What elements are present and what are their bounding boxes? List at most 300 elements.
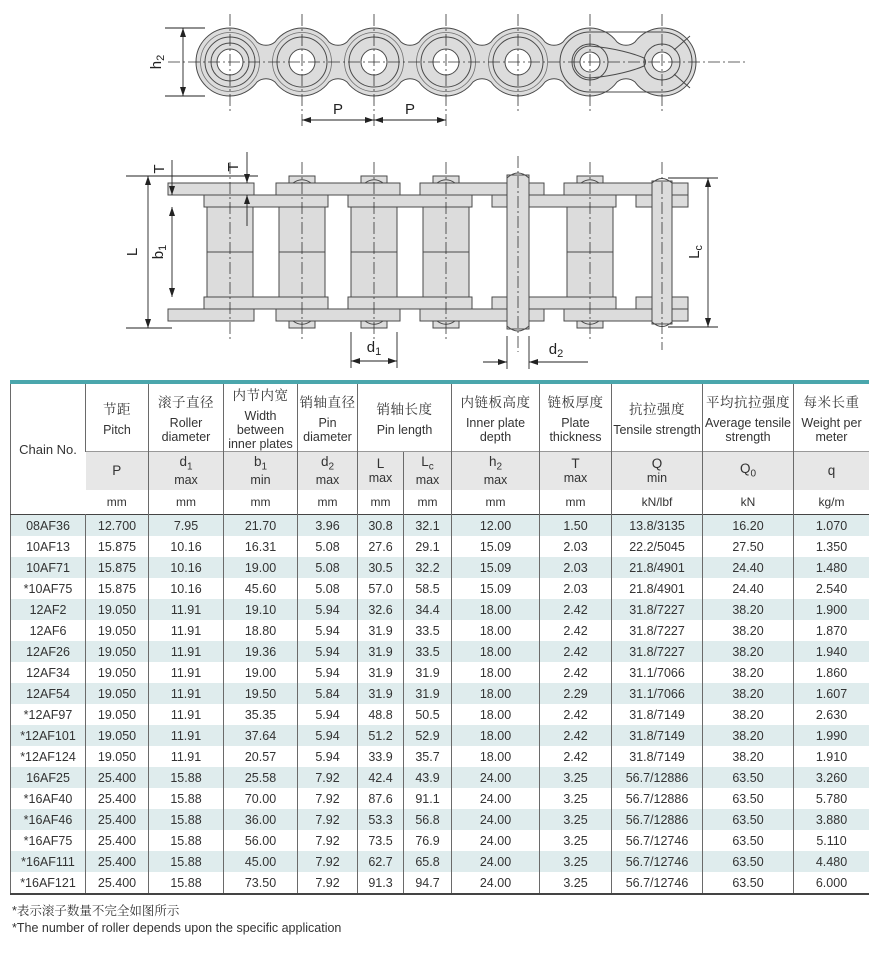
chain-no-cell: *16AF121 [20, 875, 76, 890]
column-header-zh: 抗拉强度 [629, 402, 685, 417]
symbol-limit: min [250, 472, 271, 487]
data-cell: 3.880 [794, 809, 869, 830]
unit-cell: mm [404, 490, 452, 515]
data-cell: 22.2/5045 [612, 536, 703, 557]
footnote-en: *The number of roller depends upon the specific application [12, 920, 342, 935]
data-cell: 32.6 [358, 599, 404, 620]
footnote-zh: *表示滚子数量不完全如图所示 [12, 904, 180, 918]
data-cell: 38.20 [703, 704, 794, 725]
unit-cell: mm [149, 490, 224, 515]
column-header [703, 384, 794, 452]
symbol-limit: max [368, 470, 393, 485]
chain-no-header: Chain No. [11, 384, 86, 515]
data-cell: 2.540 [794, 578, 869, 599]
dim-label-p-right: P [404, 101, 416, 118]
column-header-zh: 节距 [103, 402, 131, 417]
data-cell: 24.00 [452, 809, 540, 830]
data-cell: 16.31 [224, 536, 298, 557]
data-cell: 3.96 [298, 515, 358, 537]
data-cell: 11.91 [149, 725, 224, 746]
data-cell: 15.875 [86, 578, 149, 599]
data-cell: 2.42 [540, 725, 612, 746]
chain-no-cell: 08AF36 [26, 518, 70, 533]
data-cell: 63.50 [703, 872, 794, 894]
data-cell: 38.20 [703, 662, 794, 683]
column-header-zh: 销轴直径 [299, 395, 356, 410]
data-cell: 38.20 [703, 641, 794, 662]
column-header [794, 384, 869, 452]
data-cell: 70.00 [224, 788, 298, 809]
data-cell: 63.50 [703, 788, 794, 809]
data-cell: 30.5 [358, 557, 404, 578]
data-cell: 5.94 [298, 620, 358, 641]
column-header [149, 384, 224, 452]
data-cell: 1.910 [794, 746, 869, 767]
data-cell: 27.6 [358, 536, 404, 557]
data-cell: 15.88 [149, 767, 224, 788]
data-cell: 19.10 [224, 599, 298, 620]
data-cell: 19.050 [86, 599, 149, 620]
data-cell: 18.00 [452, 704, 540, 725]
data-cell: 25.400 [86, 872, 149, 894]
data-cell: 3.25 [540, 767, 612, 788]
data-cell: 35.7 [404, 746, 452, 767]
data-cell: 18.00 [452, 662, 540, 683]
data-cell: 32.1 [404, 515, 452, 537]
data-cell: 10.16 [149, 536, 224, 557]
data-cell: 56.7/12746 [612, 830, 703, 851]
data-cell: 21.8/4901 [612, 557, 703, 578]
data-cell: 31.1/7066 [612, 662, 703, 683]
data-cell: 11.91 [149, 746, 224, 767]
data-cell: 18.00 [452, 620, 540, 641]
symbol-sub: c [428, 462, 434, 474]
chain-no-cell: *16AF75 [23, 833, 73, 848]
table-row [11, 536, 869, 557]
data-cell: 53.3 [358, 809, 404, 830]
dim-label-t-left: T [151, 164, 168, 174]
data-cell: 63.50 [703, 851, 794, 872]
column-header-en: Width between inner plates [228, 409, 293, 451]
table-row [11, 641, 869, 662]
table-row [11, 620, 869, 641]
unit-cell: kN [703, 490, 794, 515]
chain-no-cell: 12AF34 [26, 665, 70, 680]
data-cell: 36.00 [224, 809, 298, 830]
column-header-zh: 内链板高度 [460, 395, 531, 410]
data-cell: 1.990 [794, 725, 869, 746]
dim-label-d1: $d_1$ [366, 339, 382, 358]
data-cell: 11.91 [149, 662, 224, 683]
data-cell: 31.9 [358, 662, 404, 683]
data-cell: 91.3 [358, 872, 404, 894]
table-row [11, 809, 869, 830]
data-cell: 15.88 [149, 809, 224, 830]
data-cell: 19.050 [86, 683, 149, 704]
plan-view-drawing [124, 152, 718, 369]
symbol-limit: max [315, 472, 340, 487]
data-cell: 5.94 [298, 599, 358, 620]
data-cell: 11.91 [149, 683, 224, 704]
symbol: $b_1$ [253, 454, 268, 474]
data-cell: 24.00 [452, 788, 540, 809]
symbol-cell [703, 452, 794, 491]
data-cell: 24.00 [452, 767, 540, 788]
data-cell: 31.9 [358, 641, 404, 662]
data-cell: 48.8 [358, 704, 404, 725]
data-cell: 16.20 [703, 515, 794, 537]
data-cell: 32.2 [404, 557, 452, 578]
data-cell: 19.050 [86, 662, 149, 683]
symbol-cell [298, 452, 358, 491]
column-header [224, 384, 298, 452]
chain-no-cell: 12AF2 [29, 602, 67, 617]
data-cell: 5.08 [298, 578, 358, 599]
data-cell: 73.5 [358, 830, 404, 851]
symbol-limit: max [415, 472, 440, 487]
symbol-cell [149, 452, 224, 491]
column-header-zh: 内节内宽 [232, 388, 289, 403]
dim-label-lc: $L_c$ [686, 245, 705, 259]
table-row [11, 788, 869, 809]
data-cell: 5.08 [298, 536, 358, 557]
chain-no-cell: *12AF124 [20, 749, 76, 764]
data-cell: 7.92 [298, 809, 358, 830]
data-cell: 56.7/12886 [612, 788, 703, 809]
spec-table-wrap [10, 380, 869, 895]
data-cell: 25.400 [86, 788, 149, 809]
symbol-row [11, 452, 869, 491]
dim-label-h2: $h_2$ [148, 54, 167, 70]
data-cell: 5.94 [298, 704, 358, 725]
dim-label-t-right: T [225, 162, 242, 172]
data-cell: 1.350 [794, 536, 869, 557]
data-cell: 25.400 [86, 767, 149, 788]
data-cell: 50.5 [404, 704, 452, 725]
data-cell: 25.58 [224, 767, 298, 788]
data-cell: 19.050 [86, 725, 149, 746]
data-cell: 63.50 [703, 767, 794, 788]
column-header-en: Pin length [376, 423, 433, 437]
data-cell: 3.25 [540, 851, 612, 872]
table-row [11, 851, 869, 872]
data-cell: 2.03 [540, 578, 612, 599]
column-header-zh: 每米长重 [803, 395, 860, 410]
data-cell: 25.400 [86, 851, 149, 872]
data-cell: 11.91 [149, 704, 224, 725]
data-cell: 7.92 [298, 830, 358, 851]
column-header [358, 384, 452, 452]
table-row [11, 662, 869, 683]
symbol-cell [86, 452, 149, 491]
data-cell: 31.8/7227 [612, 620, 703, 641]
symbol-cell [358, 452, 404, 491]
data-cell: 37.64 [224, 725, 298, 746]
column-header [452, 384, 540, 452]
column-header-en: Pitch [103, 423, 131, 437]
data-cell: 2.29 [540, 683, 612, 704]
data-cell: 15.09 [452, 557, 540, 578]
dim-label-d2: $d_2$ [548, 341, 564, 360]
symbol-cell [452, 452, 540, 491]
unit-cell: mm [298, 490, 358, 515]
data-cell: 38.20 [703, 620, 794, 641]
data-cell: 19.50 [224, 683, 298, 704]
symbol-sub: 1 [261, 462, 268, 474]
symbol-sub: 1 [186, 462, 193, 474]
data-cell: 56.7/12746 [612, 851, 703, 872]
data-cell: 52.9 [404, 725, 452, 746]
column-header [540, 384, 612, 452]
symbol: $L_c$ [421, 454, 434, 474]
table-row [11, 704, 869, 725]
data-cell: 11.91 [149, 641, 224, 662]
data-cell: 31.8/7149 [612, 704, 703, 725]
table-row [11, 830, 869, 851]
data-cell: 1.870 [794, 620, 869, 641]
data-cell: 73.50 [224, 872, 298, 894]
data-cell: 30.8 [358, 515, 404, 537]
symbol-cell [794, 452, 869, 491]
data-cell: 5.94 [298, 662, 358, 683]
dim-label-b1: $b_1$ [150, 244, 169, 260]
data-cell: 7.92 [298, 767, 358, 788]
symbol-sub: 2 [496, 462, 503, 474]
chain-no-cell: *10AF75 [23, 581, 73, 596]
symbol-limit: max [174, 472, 198, 487]
data-cell: 91.1 [404, 788, 452, 809]
data-cell: 21.70 [224, 515, 298, 537]
table-row [11, 599, 869, 620]
data-cell: 18.00 [452, 641, 540, 662]
column-header-zh: 滚子直径 [158, 395, 214, 410]
data-cell: 19.00 [224, 557, 298, 578]
column-header-zh: 链板厚度 [547, 395, 604, 410]
unit-cell: mm [224, 490, 298, 515]
data-cell: 24.40 [703, 578, 794, 599]
data-cell: 24.00 [452, 851, 540, 872]
symbol-cell [540, 452, 612, 491]
data-cell: 63.50 [703, 809, 794, 830]
data-cell: 1.070 [794, 515, 869, 537]
data-cell: 3.25 [540, 809, 612, 830]
column-header-en: Roller diameter [161, 416, 211, 444]
symbol-limit: max [563, 470, 588, 485]
data-cell: 1.50 [540, 515, 612, 537]
data-cell: 58.5 [404, 578, 452, 599]
symbol: $h_2$ [488, 454, 503, 474]
data-cell: 2.42 [540, 662, 612, 683]
data-cell: 2.42 [540, 704, 612, 725]
symbol: $Q_0$ [739, 460, 757, 480]
data-cell: 2.42 [540, 641, 612, 662]
column-header-zh: 销轴长度 [376, 402, 433, 417]
data-cell: 57.0 [358, 578, 404, 599]
dim-label-l: L [124, 247, 141, 257]
data-cell: 31.9 [404, 683, 452, 704]
symbol-cell [404, 452, 452, 491]
data-cell: 15.875 [86, 557, 149, 578]
data-cell: 18.00 [452, 746, 540, 767]
dim-d2 [483, 336, 588, 369]
table-row [11, 872, 869, 894]
data-cell: 62.7 [358, 851, 404, 872]
table-row [11, 515, 869, 537]
data-cell: 20.57 [224, 746, 298, 767]
unit-cell: mm [358, 490, 404, 515]
table-row [11, 557, 869, 578]
data-cell: 1.860 [794, 662, 869, 683]
data-cell: 19.050 [86, 641, 149, 662]
data-cell: 15.875 [86, 536, 149, 557]
spec-table-body [11, 515, 869, 895]
spec-table [10, 384, 869, 895]
data-cell: 38.20 [703, 746, 794, 767]
data-cell: 2.03 [540, 557, 612, 578]
symbol: q [827, 462, 836, 478]
data-cell: 5.110 [794, 830, 869, 851]
unit-cell: kg/m [794, 490, 869, 515]
data-cell: 33.5 [404, 620, 452, 641]
data-cell: 15.88 [149, 872, 224, 894]
column-header-en: Average tensile strength [705, 416, 791, 444]
table-row [11, 578, 869, 599]
data-cell: 51.2 [358, 725, 404, 746]
table-row [11, 746, 869, 767]
data-cell: 19.36 [224, 641, 298, 662]
unit-cell: mm [86, 490, 149, 515]
data-cell: 94.7 [404, 872, 452, 894]
data-cell: 10.16 [149, 578, 224, 599]
chain-no-cell: 12AF54 [26, 686, 70, 701]
symbol: T [571, 456, 580, 472]
data-cell: 31.1/7066 [612, 683, 703, 704]
data-cell: 15.88 [149, 788, 224, 809]
chain-no-cell: 16AF25 [26, 770, 70, 785]
data-cell: 56.7/12886 [612, 809, 703, 830]
data-cell: 2.42 [540, 599, 612, 620]
table-row [11, 683, 869, 704]
data-cell: 31.8/7149 [612, 725, 703, 746]
data-cell: 3.25 [540, 872, 612, 894]
symbol: P [112, 462, 122, 478]
data-cell: 33.9 [358, 746, 404, 767]
column-header-en: Pin diameter [303, 416, 352, 444]
data-cell: 3.25 [540, 788, 612, 809]
data-cell: 5.94 [298, 641, 358, 662]
data-cell: 15.09 [452, 536, 540, 557]
chain-no-cell: 10AF71 [26, 560, 70, 575]
chain-no-cell: *16AF46 [23, 812, 73, 827]
spec-table-head [11, 384, 869, 515]
data-cell: 5.84 [298, 683, 358, 704]
chain-no-cell: 10AF13 [26, 539, 70, 554]
data-cell: 35.35 [224, 704, 298, 725]
data-cell: 5.08 [298, 557, 358, 578]
symbol-limit: min [646, 470, 668, 485]
chain-drawings [0, 0, 869, 380]
data-cell: 27.50 [703, 536, 794, 557]
data-cell: 31.9 [358, 683, 404, 704]
table-row [11, 767, 869, 788]
chain-no-cell: *16AF40 [23, 791, 73, 806]
data-cell: 2.42 [540, 746, 612, 767]
data-cell: 5.780 [794, 788, 869, 809]
data-cell: 18.00 [452, 725, 540, 746]
column-header [86, 384, 149, 452]
data-cell: 11.91 [149, 599, 224, 620]
data-cell: 15.88 [149, 851, 224, 872]
symbol: $d_2$ [320, 454, 335, 474]
data-cell: 5.94 [298, 746, 358, 767]
data-cell: 11.91 [149, 620, 224, 641]
data-cell: 19.050 [86, 746, 149, 767]
dim-b1 [169, 207, 175, 297]
column-header-en: Inner plate depth [465, 416, 526, 444]
data-cell: 1.940 [794, 641, 869, 662]
data-cell: 21.8/4901 [612, 578, 703, 599]
data-cell: 56.7/12746 [612, 872, 703, 894]
data-cell: 12.00 [452, 515, 540, 537]
data-cell: 15.09 [452, 578, 540, 599]
data-cell: 31.8/7227 [612, 641, 703, 662]
plan-rollers [207, 207, 613, 297]
symbol-limit: max [483, 472, 508, 487]
column-header-en: Tensile strength [613, 423, 701, 437]
unit-cell: mm [540, 490, 612, 515]
data-cell: 7.92 [298, 872, 358, 894]
data-cell: 10.16 [149, 557, 224, 578]
data-cell: 24.00 [452, 830, 540, 851]
data-cell: 31.9 [358, 620, 404, 641]
data-cell: 1.900 [794, 599, 869, 620]
unit-cell: mm [452, 490, 540, 515]
data-cell: 31.9 [404, 662, 452, 683]
data-cell: 18.80 [224, 620, 298, 641]
side-view-drawing [148, 14, 746, 127]
data-cell: 38.20 [703, 683, 794, 704]
symbol-sub: 0 [750, 468, 757, 480]
data-cell: 4.480 [794, 851, 869, 872]
symbol: Q [651, 456, 663, 472]
data-cell: 63.50 [703, 830, 794, 851]
data-cell: 1.607 [794, 683, 869, 704]
data-cell: 19.050 [86, 704, 149, 725]
symbol: $d_1$ [179, 454, 193, 474]
data-cell: 45.00 [224, 851, 298, 872]
dim-label-p-left: P [332, 101, 344, 118]
chain-no-cell: *16AF111 [21, 854, 75, 869]
data-cell: 19.00 [224, 662, 298, 683]
data-cell: 5.94 [298, 725, 358, 746]
column-header-zh: 平均抗拉强度 [706, 395, 790, 410]
data-cell: 76.9 [404, 830, 452, 851]
data-cell: 3.25 [540, 830, 612, 851]
data-cell: 29.1 [404, 536, 452, 557]
data-cell: 65.8 [404, 851, 452, 872]
data-cell: 7.95 [149, 515, 224, 537]
data-cell: 2.03 [540, 536, 612, 557]
data-cell: 43.9 [404, 767, 452, 788]
data-cell: 19.050 [86, 620, 149, 641]
data-cell: 12.700 [86, 515, 149, 537]
chain-no-cell: 12AF6 [29, 623, 67, 638]
data-cell: 31.8/7149 [612, 746, 703, 767]
chain-no-cell: *12AF97 [23, 707, 73, 722]
data-cell: 31.8/7227 [612, 599, 703, 620]
data-cell: 15.88 [149, 830, 224, 851]
data-cell: 24.40 [703, 557, 794, 578]
